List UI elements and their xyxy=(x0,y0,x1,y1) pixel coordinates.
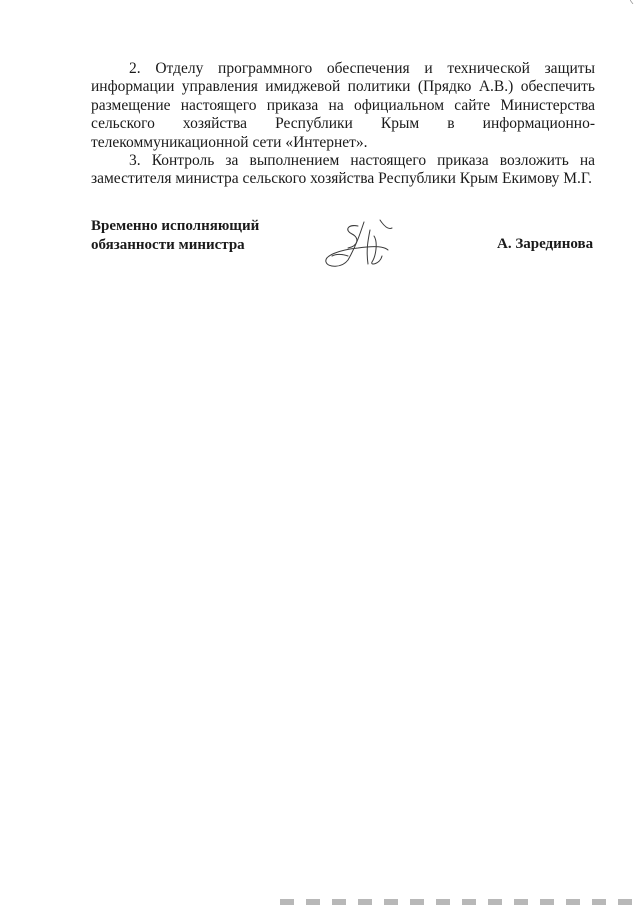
signatory-title-line-1: Временно исполняющий xyxy=(91,218,260,234)
scan-corner-mark xyxy=(630,0,634,4)
scan-edge-artifact xyxy=(280,899,640,905)
document-body xyxy=(91,60,595,189)
signatory-name: А. Зарединова xyxy=(497,236,594,252)
paragraph-2: 2. Отделу программного обеспечения и технической защиты информации управления имиджевой политики (Прядко А.В.) обеспечить размещение настоящего приказа на официальном сайте Министерства сельского хозяйства Республики Крым в информационно-телекоммуникационной сети «Интернет». xyxy=(91,60,595,151)
signatory-title xyxy=(91,217,259,254)
signatory-title-line-2: обязанности министра xyxy=(91,236,245,253)
handwritten-signature xyxy=(318,216,398,272)
paragraph-3: 3. Контроль за выполнением настоящего приказа возложить на заместителя министра сельского хозяйства Республики Крым Екимову М.Г. xyxy=(91,152,595,188)
